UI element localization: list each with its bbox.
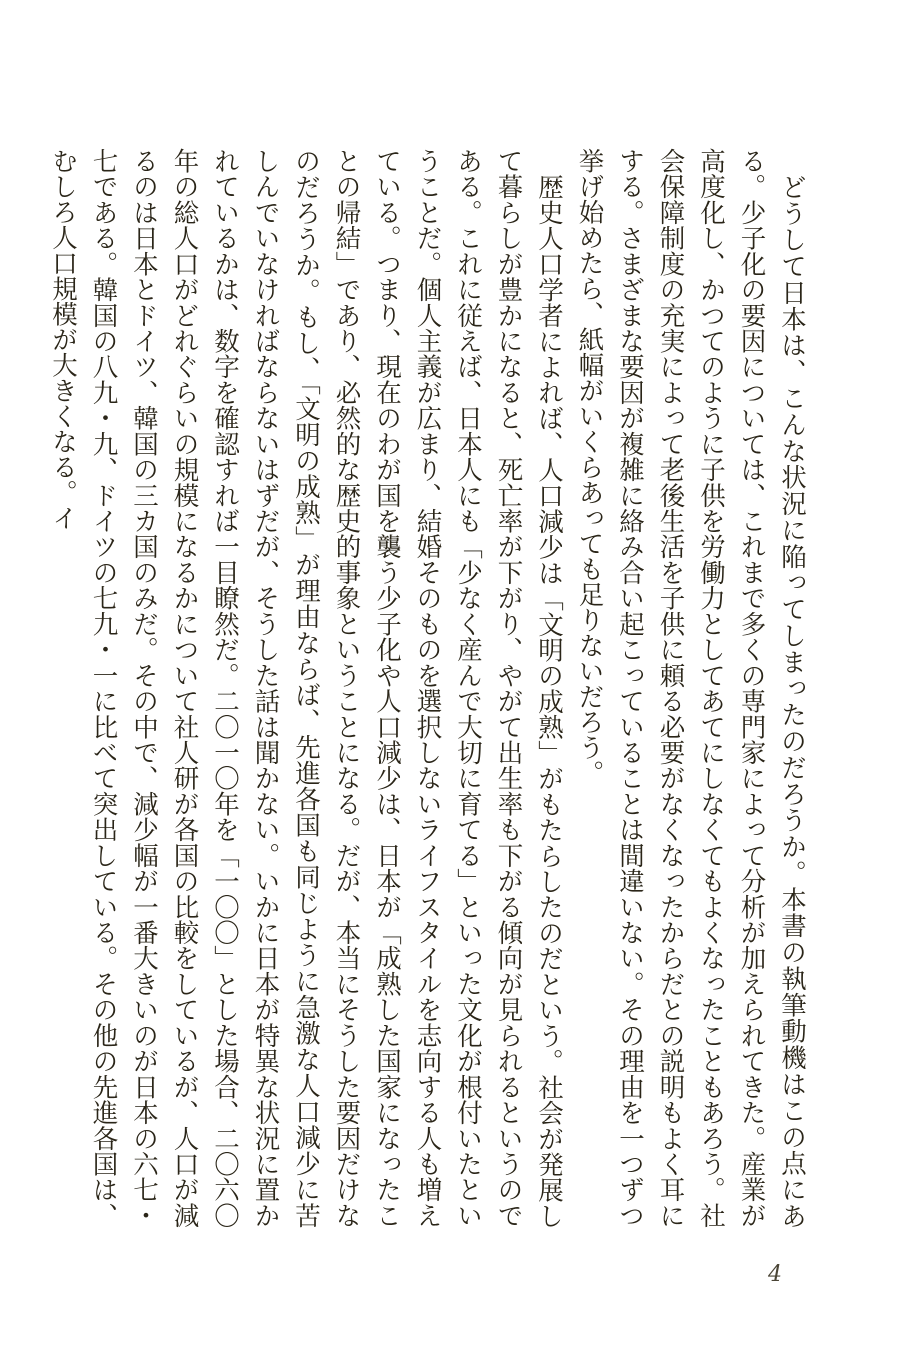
vertical-text-body	[48, 148, 812, 1229]
paragraph-2: 歴史人口学者によれば、人口減少は「文明の成熟」がもたらしたのだという。社会が発展して暮らしが豊かになると、死亡率が下がり、やがて出生率も下がる傾向が見られるというのである。これに従えば、日本人にも「少なく産んで大切に育てる」といった文化が根付いたということだ。個人主義が広まり、結婚そのものを選択しないライフスタイルを志向する人も増えている。つまり、現在のわが国を襲う少子化や人口減少は、日本が「成熟した国家になったことの帰結」であり、必然的な歴史的事象ということになる。だが、本当にそうした要因だけなのだろうか。もし、「文明の成熟」が理由ならば、先進各国も同じように急激な人口減少に苦しんでいなければならないはずだが、そうした話は聞かない。いかに日本が特異な状況に置かれているかは、数字を確認すれば一目瞭然だ。二〇一〇年を「一〇〇」とした場合、二〇六〇年の総人口がどれぐらいの規模になるかについて社人研が各国の比較をしているが、人口が減るのは日本とドイツ、韓国の三カ国のみだ。その中で、減少幅が一番大きいのが日本の六七・七である。韓国の八九・九、ドイツの七九・一に比べて突出している。その他の先進各国は、むしろ人口規模が大きくなる。イ	[48, 148, 564, 1229]
page-number: 4	[768, 1262, 782, 1287]
paragraph-1: どうして日本は、こんな状況に陥ってしまったのだろうか。本書の執筆動機はこの点にある。少子化の要因については、これまで多くの専門家によって分析が加えられてきた。産業が高度化し、かつてのように子供を労働力としてあてにしなくてもよくなったこともあろう。社会保障制度の充実によって老後生活を子供に頼る必要がなくなったからだとの説明もよく耳にする。さまざまな要因が複雑に絡み合い起こっていることは間違いない。その理由を一つずつ挙げ始めたら、紙幅がいくらあっても足りないだろう。	[574, 148, 807, 1228]
